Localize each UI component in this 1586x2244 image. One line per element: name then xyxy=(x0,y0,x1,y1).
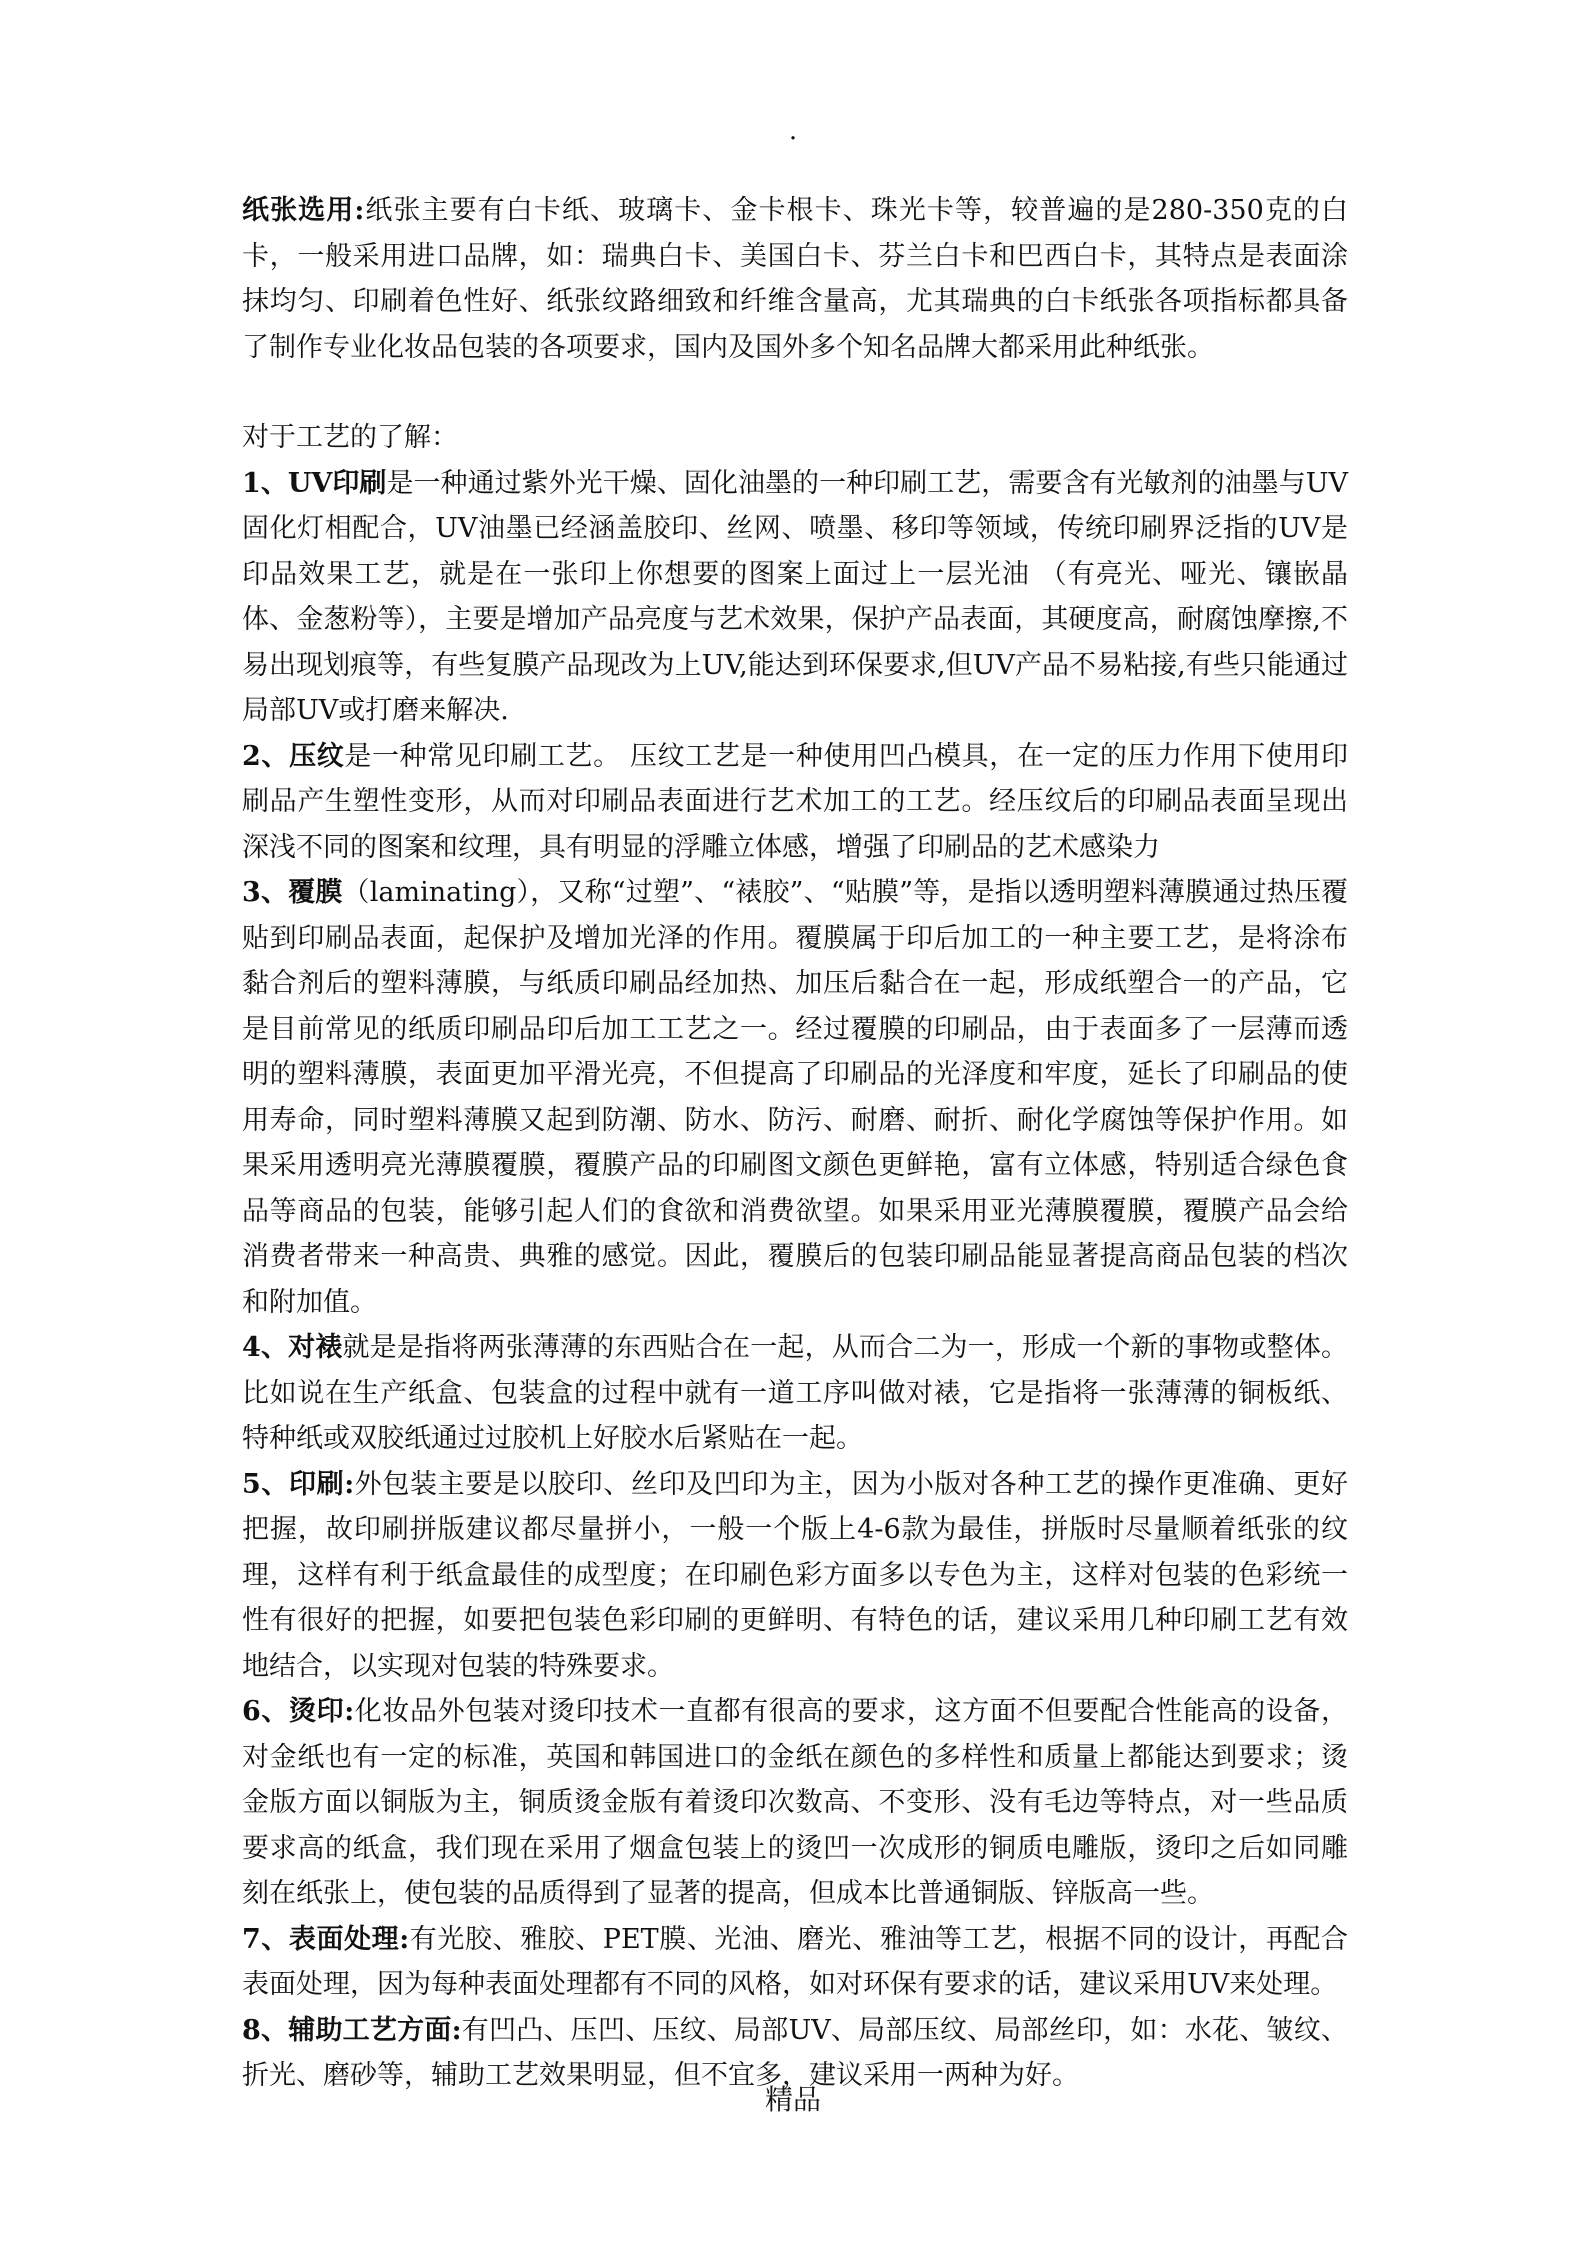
paragraph-spacer xyxy=(242,370,1348,415)
process-item-label: 5、印刷: xyxy=(242,1468,355,1500)
process-item-label: 6、烫印: xyxy=(242,1696,355,1727)
process-item-printing xyxy=(242,1462,1348,1690)
page-footer: 精品 xyxy=(764,2083,821,2116)
process-item-text: 有凹凸、压凹、压纹、局部UV、局部压纹、局部丝印，如：水花、皱纹、折光、磨砂等，辅助工艺效果明显，但不宜多，建议采用一两种为好。 xyxy=(242,2014,1348,2091)
process-item-label: 8、辅助工艺方面: xyxy=(242,2014,462,2046)
process-item-text: 外包装主要是以胶印、丝印及凹印为主，因为小版对各种工艺的操作更准确、更好把握，故印刷拼版建议都尽量拼小，一般一个版上4-6款为最佳，拼版时尽量顺着纸张的纹理，这样有利于纸盒最佳的成型度；在印刷色彩方面多以专色为主，这样对包装的色彩统一性有很好的把握，如要把包装色彩印刷的更鲜明、有特色的话，建议采用几种印刷工艺有效地结合，以实现对包装的特殊要求。 xyxy=(242,1468,1348,1682)
paper-selection-paragraph xyxy=(242,188,1348,370)
header-mark: . xyxy=(788,116,798,146)
process-item-text: 就是是指将两张薄薄的东西贴合在一起，从而合二为一，形成一个新的事物或整体。比如说在生产纸盒、包装盒的过程中就有一道工序叫做对裱，它是指将一张薄薄的铜板纸、特种纸或双胶纸通过过胶机上好胶水后紧贴在一起。 xyxy=(242,1332,1348,1454)
process-item-text: 有光胶、雅胶、PET膜、光油、磨光、雅油等工艺，根据不同的设计，再配合表面处理，因为每种表面处理都有不同的风格，如对环保有要求的话，建议采用UV来处理。 xyxy=(242,1923,1348,2000)
process-item-label: 3、覆膜 xyxy=(242,877,343,908)
process-item-surface-treatment xyxy=(242,1917,1348,2008)
process-item-label: 2、压纹 xyxy=(242,740,345,772)
process-item-hot-stamping xyxy=(242,1689,1348,1917)
process-item-text: （laminating），又称“过塑”、“裱胶”、“贴膜”等，是指以透明塑料薄膜通过热压覆贴到印刷品表面，起保护及增加光泽的作用。覆膜属于印后加工的一种主要工艺，是将涂布黏合剂后的塑料薄膜，与纸质印刷品经加热、加压后黏合在一起，形成纸塑合一的产品，它是目前常见的纸质印刷品印后加工工艺之一。经过覆膜的印刷品，由于表面多了一层薄而透明的塑料薄膜，表面更加平滑光亮，不但提高了印刷品的光泽度和牢度，延长了印刷品的使用寿命，同时塑料薄膜又起到防潮、防水、防污、耐磨、耐折、耐化学腐蚀等保护作用。如果采用透明亮光薄膜覆膜，覆膜产品的印刷图文颜色更鲜艳，富有立体感，特别适合绿色食品等商品的包装，能够引起人们的食欲和消费欲望。如果采用亚光薄膜覆膜，覆膜产品会给消费者带来一种高贵、典雅的感觉。因此，覆膜后的包装印刷品能显著提高商品包装的档次和附加值。 xyxy=(242,877,1349,1318)
process-item-laminating xyxy=(242,870,1348,1325)
process-item-uv-printing xyxy=(242,461,1348,734)
process-item-label: 7、表面处理: xyxy=(242,1923,410,1955)
process-item-mounting xyxy=(242,1325,1348,1462)
process-item-label: 1、UV印刷 xyxy=(242,467,387,499)
process-item-text: 是一种常见印刷工艺。 压纹工艺是一种使用凹凸模具，在一定的压力作用下使用印刷品产生塑性变形，从而对印刷品表面进行艺术加工的工艺。经压纹后的印刷品表面呈现出深浅不同的图案和纹理，具有明显的浮雕立体感，增强了印刷品的艺术感染力 xyxy=(242,740,1348,863)
paper-selection-text: 纸张主要有白卡纸、玻璃卡、金卡根卡、珠光卡等，较普遍的是280-350克的白卡，一般采用进口品牌，如：瑞典白卡、美国白卡、芬兰白卡和巴西白卡，其特点是表面涂抹均匀、印刷着色性好、纸张纹路细致和纤维含量高，尤其瑞典的白卡纸张各项指标都具备了制作专业化妆品包装的各项要求，国内及国外多个知名品牌大都采用此种纸张。 xyxy=(242,195,1348,363)
process-item-text: 是一种通过紫外光干燥、固化油墨的一种印刷工艺，需要含有光敏剂的油墨与UV固化灯相配合，UV油墨已经涵盖胶印、丝网、喷墨、移印等领域，传统印刷界泛指的UV是印品效果工艺，就是在一张印上你想要的图案上面过上一层光油 （有亮光、哑光、镶嵌晶体、金葱粉等），主要是增加产品亮度与艺术效果，保护产品表面，其硬度高，耐腐蚀摩擦,不易出现划痕等，有些复膜产品现改为上UV,能达到环保要求,但UV产品不易粘接,有些只能通过局部UV或打磨来解决. xyxy=(242,467,1348,726)
document-body xyxy=(242,188,1348,2099)
process-intro: 对于工艺的了解： xyxy=(242,422,458,453)
process-item-text: 化妆品外包装对烫印技术一直都有很高的要求，这方面不但要配合性能高的设备，对金纸也有一定的标准，英国和韩国进口的金纸在颜色的多样性和质量上都能达到要求；烫金版方面以铜版为主，铜质烫金版有着烫印次数高、不变形、没有毛边等特点，对一些品质要求高的纸盒，我们现在采用了烟盒包装上的烫凹一次成形的铜质电雕版，烫印之后如同雕刻在纸张上，使包装的品质得到了显著的提高，但成本比普通铜版、锌版高一些。 xyxy=(242,1696,1348,1909)
process-item-label: 4、对裱 xyxy=(242,1332,343,1363)
paper-selection-label: 纸张选用: xyxy=(242,195,365,226)
process-item-embossing xyxy=(242,734,1348,871)
